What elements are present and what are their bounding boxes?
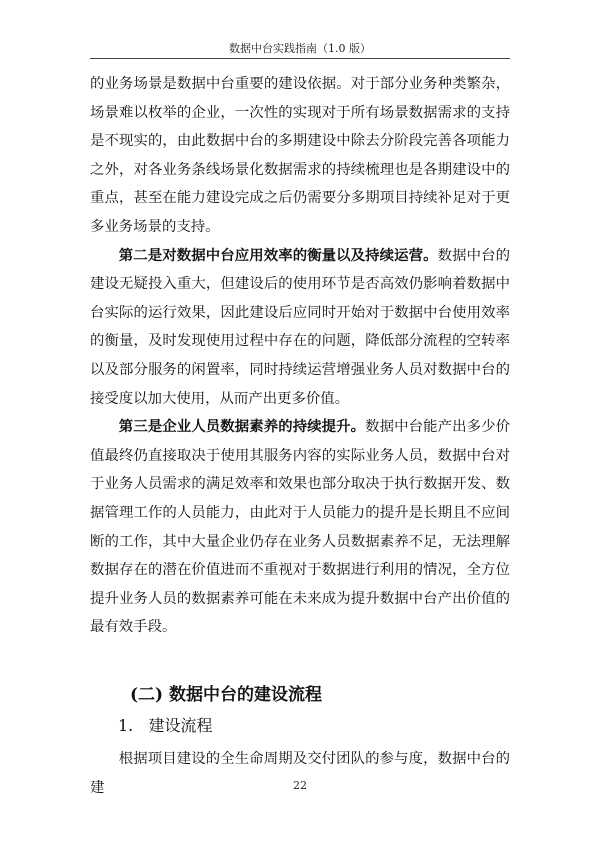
page-number: 22 — [293, 779, 307, 792]
body-text — [90, 70, 510, 642]
paragraph-3-body: 数据中台能产出多少价值最终仍直接取决于使用其服务内容的实际业务人员，数据中台对于业务人员需求的满足效率和效果也部分取决于执行数据开发、数据管理工作的人员能力，由此对于人员能力的提升是长期且不应间断的工作，其中大量企业仍存在业务人员数据素养不足，无法理解数据存在的潜在价值进而不重视对于数据进行利用的情况，全方位提升业务人员的数据素养可能在未来成为提升数据中台产出价值的最有效手段。 — [90, 419, 510, 636]
section-heading: (二) 数据中台的建设流程 — [130, 685, 323, 705]
paragraph-2-body: 数据中台的建设无疑投入重大，但建设后的使用环节是否高效仍影响着数据中台实际的运行效果，因此建设后应同时开始对于数据中台使用效率的衡量，及时发现使用过程中存在的问题，降低部分流程的空转率以及部分服务的闲置率，同时持续运营增强业务人员对数据中台的接受度以加大使用，从而产出更多价值。 — [90, 247, 510, 407]
paragraph-2-lead: 第二是对数据中台应用效率的衡量以及持续运营。 — [118, 246, 438, 264]
tail-text: 根据项目建设的全生命周期及交付团队的参与度，数据中台的建 — [90, 751, 510, 796]
paragraph-3 — [90, 413, 510, 642]
tail-paragraph — [90, 745, 510, 802]
subsection-heading: 1. 建设流程 — [118, 716, 213, 735]
header-rule — [90, 58, 510, 59]
paragraph-1: 的业务场景是数据中台重要的建设依据。对于部分业务种类繁杂，场景难以枚举的企业，一次性的实现对于所有场景数据需求的支持是不现实的，由此数据中台的多期建设中除去分阶段完善各项能力之外，对各业务条线场景化数据需求的持续梳理也是各期建设中的重点，甚至在能力建设完成之后仍需要分多期项目持续补足对于更多业务场景的支持。 — [90, 76, 510, 235]
running-header: 数据中台实践指南（1.0 版） — [229, 42, 371, 55]
paragraph-2 — [90, 242, 510, 414]
paragraph-3-lead: 第三是企业人员数据素养的持续提升。 — [118, 418, 366, 436]
